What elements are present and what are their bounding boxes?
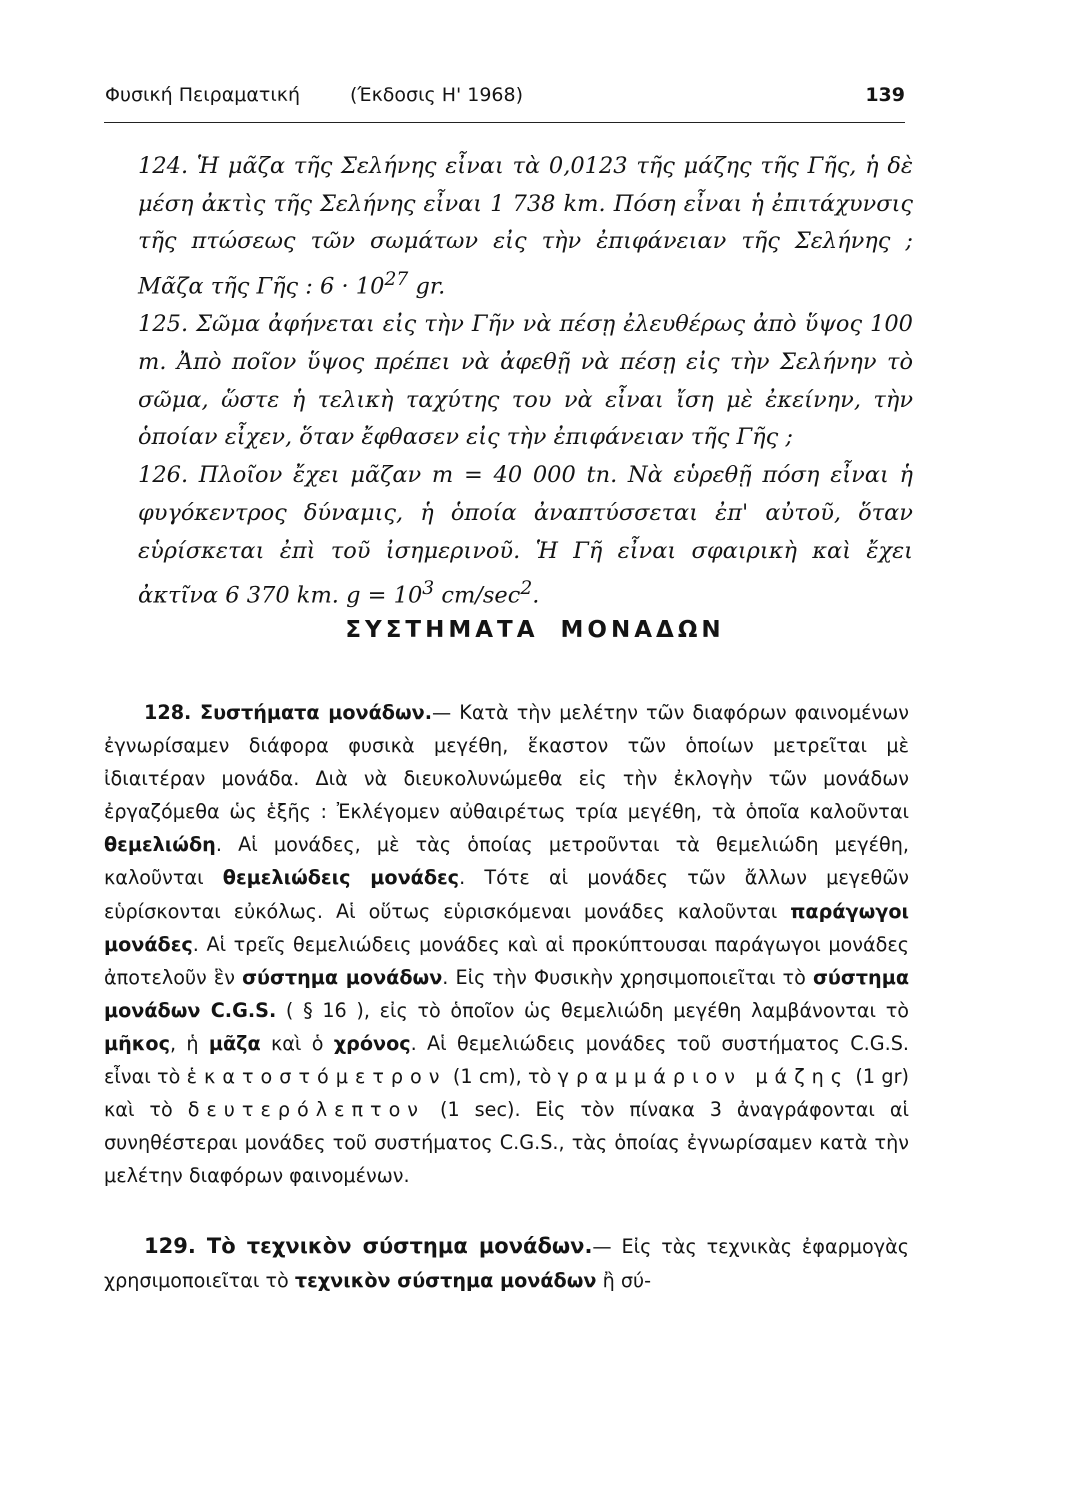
paragraph-129-heading: 129. Τὸ τεχνικὸν σύστημα μονάδων.	[144, 1234, 593, 1259]
page-number: 139	[865, 84, 905, 106]
running-header	[105, 84, 905, 114]
paragraph-129: 129. Τὸ τεχνικὸν σύστημα μονάδων.— Εἰς τὰς τεχνικὰς ἐφαρμογὰς χρησιμοποιεῖται τὸ τεχνικὸν σύστημα μονάδων ἢ σύ-	[104, 1234, 909, 1292]
problems-block	[138, 148, 913, 615]
problem-125: 125. Σῶμα ἀφήνεται εἰς τὴν Γῆν νὰ πέσῃ ἐλευθέρως ἀπὸ ὕψος 100 m. Ἀπὸ ποῖον ὕψος πρέπει νὰ ἀφεθῇ νὰ πέσῃ εἰς τὴν Σελήνην τὸ σῶμα, ὥστε ἡ τελικὴ ταχύτης του νὰ εἶναι ἴση μὲ ἐκείνην, τὴν ὁποίαν εἶχεν, ὅταν ἔφθασεν εἰς τὴν ἐπιφάνειαν τῆς Γῆς ;	[138, 311, 913, 451]
header-edition: (Έκδοσις Η' 1968)	[350, 84, 524, 106]
header-book-title: Φυσική Πειραματική	[105, 84, 300, 106]
paragraph-128: 128. Συστήματα μονάδων.— Κατὰ τὴν μελέτην τῶν διαφόρων φαινομένων ἐγνωρίσαμεν διάφορα φυσικὰ μεγέθη, ἕκαστον τῶν ὁποίων μετρεῖται μὲ ἰδιαιτέραν μονάδα. Διὰ νὰ διευκολυνώμεθα εἰς τὴν ἐκλογὴν τῶν μονάδων ἐργαζόμεθα ὡς ἑξῆς : Ἐκλέγομεν αὐθαιρέτως τρία μεγέθη, τὰ ὁποῖα καλοῦνται θεμελιώδη. Αἱ μονάδες, μὲ τὰς ὁποίας μετροῦνται τὰ θεμελιώδη μεγέθη, καλοῦνται θεμελιώδεις μονάδες. Τότε αἱ μονάδες τῶν ἄλλων μεγεθῶν εὑρίσκονται εὐκόλως. Αἱ οὕτως εὑρισκόμεναι μονάδες καλοῦνται παράγωγοι μονάδες. Αἱ τρεῖς θεμελιώδεις μονάδες καὶ αἱ προκύπτουσαι παράγωγοι μονάδες ἀποτελοῦν ἓν σύστημα μονάδων. Εἰς τὴν Φυσικὴν χρησιμοποιεῖται τὸ σύστημα μονάδων C.G.S. ( § 16 ), εἰς τὸ ὁποῖον ὡς θεμελιώδη μεγέθη λαμβάνονται τὸ μῆκος, ἡ μᾶζα καὶ ὁ χρόνος. Αἱ θεμελιώδεις μονάδες τοῦ συστήματος C.G.S. εἶναι τὸ ἑκατοστόμετρον (1 cm), τὸ γραμμάριον μάζης (1 gr) καὶ τὸ δευτερόλεπτον (1 sec). Εἰς τὸν πίνακα 3 ἀναγράφονται αἱ συνηθέστεραι μονάδες τοῦ συστήματος C.G.S., τὰς ὁποίας ἐγνωρίσαμεν κατὰ τὴν μελέτην διαφόρων φαινομένων.	[104, 701, 910, 1188]
section-title: ΣΥΣΤΗΜΑΤΑ ΜΟΝΑΔΩΝ	[345, 617, 725, 643]
header-rule	[104, 122, 905, 123]
paragraph-128-heading: 128. Συστήματα μονάδων.	[144, 701, 433, 724]
problem-126: 126. Πλοῖον ἔχει μᾶζαν m = 40 000 tn. Νὰ εὑρεθῇ πόση εἶναι ἡ φυγόκεντρος δύναμις, ἡ ὁποία ἀναπτύσσεται ἐπ' αὐτοῦ, ὅταν εὑρίσκεται ἐπὶ τοῦ ἰσημερινοῦ. Ἡ Γῆ εἶναι σφαιρικὴ καὶ ἔχει ἀκτῖνα 6 370 km. $g = 10^3$ $cm/\sec^2$.	[138, 462, 913, 609]
body-text	[104, 696, 909, 1297]
problem-124: 124. Ἡ μᾶζα τῆς Σελήνης εἶναι τὰ 0,0123 τῆς μάζης τῆς Γῆς, ἡ δὲ μέση ἀκτὶς τῆς Σελήνης εἶναι 1 738 km. Πόση εἶναι ἡ ἐπιτάχυνσις τῆς πτώσεως τῶν σωμάτων εἰς τὴν ἐπιφάνειαν τῆς Σελήνης ; Μᾶζα τῆς Γῆς : $6 \cdot 10^{27}$ gr.	[138, 153, 913, 300]
